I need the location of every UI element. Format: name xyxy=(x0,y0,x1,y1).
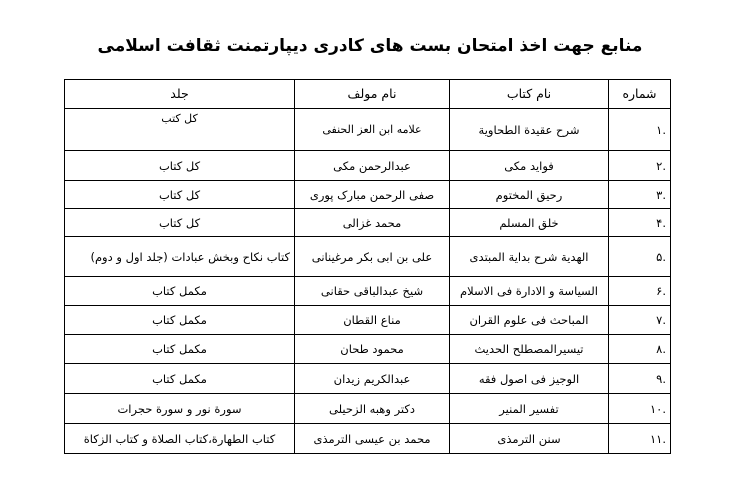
row-volume: سورة نور و سورة حجرات xyxy=(65,394,295,424)
row-volume: کتاب الطهارة،کتاب الصلاة و کتاب الزکاة xyxy=(65,424,295,454)
table-row xyxy=(65,151,671,181)
table-row xyxy=(65,306,671,335)
row-volume: کل کتاب xyxy=(65,151,295,181)
table-row xyxy=(65,237,671,277)
row-book: فواید مکی xyxy=(450,151,609,181)
row-book: تفسیر المنیر xyxy=(450,394,609,424)
row-author: شیخ عبدالباقی حقانی xyxy=(295,277,450,306)
table-header-row xyxy=(65,80,671,109)
header-volume: جلد xyxy=(65,80,295,109)
row-number: .۲ xyxy=(609,151,671,181)
row-author: دکتر وهبه الزحیلی xyxy=(295,394,450,424)
row-volume: کل کتب xyxy=(65,109,295,151)
header-number: شماره xyxy=(609,80,671,109)
row-author: صفی الرحمن مبارک پوری xyxy=(295,181,450,209)
row-number: .۹ xyxy=(609,364,671,394)
table-row xyxy=(65,364,671,394)
row-volume: کل کتاب xyxy=(65,209,295,237)
table-row xyxy=(65,209,671,237)
row-author: عبدالکریم زیدان xyxy=(295,364,450,394)
header-author: نام مولف xyxy=(295,80,450,109)
row-number: .۷ xyxy=(609,306,671,335)
row-book: رحیق المختوم xyxy=(450,181,609,209)
row-number: .۱۰ xyxy=(609,394,671,424)
page-title: منابع جهت اخذ امتحان بست های کادری دیپارتمنت ثقافت اسلامی xyxy=(97,36,643,56)
row-number: .۱۱ xyxy=(609,424,671,454)
table-row xyxy=(65,109,671,151)
exam-sources-table xyxy=(64,79,671,454)
row-number: .۶ xyxy=(609,277,671,306)
row-volume: مکمل کتاب xyxy=(65,335,295,364)
row-number: .۵ xyxy=(609,237,671,277)
row-volume: مکمل کتاب xyxy=(65,306,295,335)
row-author: محمد بن عیسی الترمذی xyxy=(295,424,450,454)
table-row xyxy=(65,335,671,364)
row-author: علامه ابن العز الحنفی xyxy=(295,109,450,151)
row-book: الوجیز فی اصول فقه xyxy=(450,364,609,394)
table-row xyxy=(65,181,671,209)
row-book: خلق المسلم xyxy=(450,209,609,237)
row-book: تیسیرالمصطلح الحدیث xyxy=(450,335,609,364)
row-book: الهدیة شرح بدایة المبتدی xyxy=(450,237,609,277)
header-book: نام کتاب xyxy=(450,80,609,109)
table-row xyxy=(65,394,671,424)
row-author: محمود طحان xyxy=(295,335,450,364)
row-author: محمد غزالی xyxy=(295,209,450,237)
row-number: .۱ xyxy=(609,109,671,151)
row-volume: کتاب نکاح وبخش عبادات (جلد اول و دوم) xyxy=(65,237,295,277)
row-volume: مکمل کتاب xyxy=(65,277,295,306)
row-author: علی بن ابی بکر مرغینانی xyxy=(295,237,450,277)
row-author: عبدالرحمن مکی xyxy=(295,151,450,181)
table-row xyxy=(65,277,671,306)
row-volume: کل کتاب xyxy=(65,181,295,209)
row-book: السیاسة و الادارة فی الاسلام xyxy=(450,277,609,306)
row-number: .۸ xyxy=(609,335,671,364)
row-book: شرح عقیدة الطحاویة xyxy=(450,109,609,151)
row-book: سنن الترمذی xyxy=(450,424,609,454)
row-number: .۳ xyxy=(609,181,671,209)
row-author: مناع القطان xyxy=(295,306,450,335)
row-book: المباحث فی علوم القران xyxy=(450,306,609,335)
row-number: .۴ xyxy=(609,209,671,237)
table-row xyxy=(65,424,671,454)
row-volume: مکمل کتاب xyxy=(65,364,295,394)
